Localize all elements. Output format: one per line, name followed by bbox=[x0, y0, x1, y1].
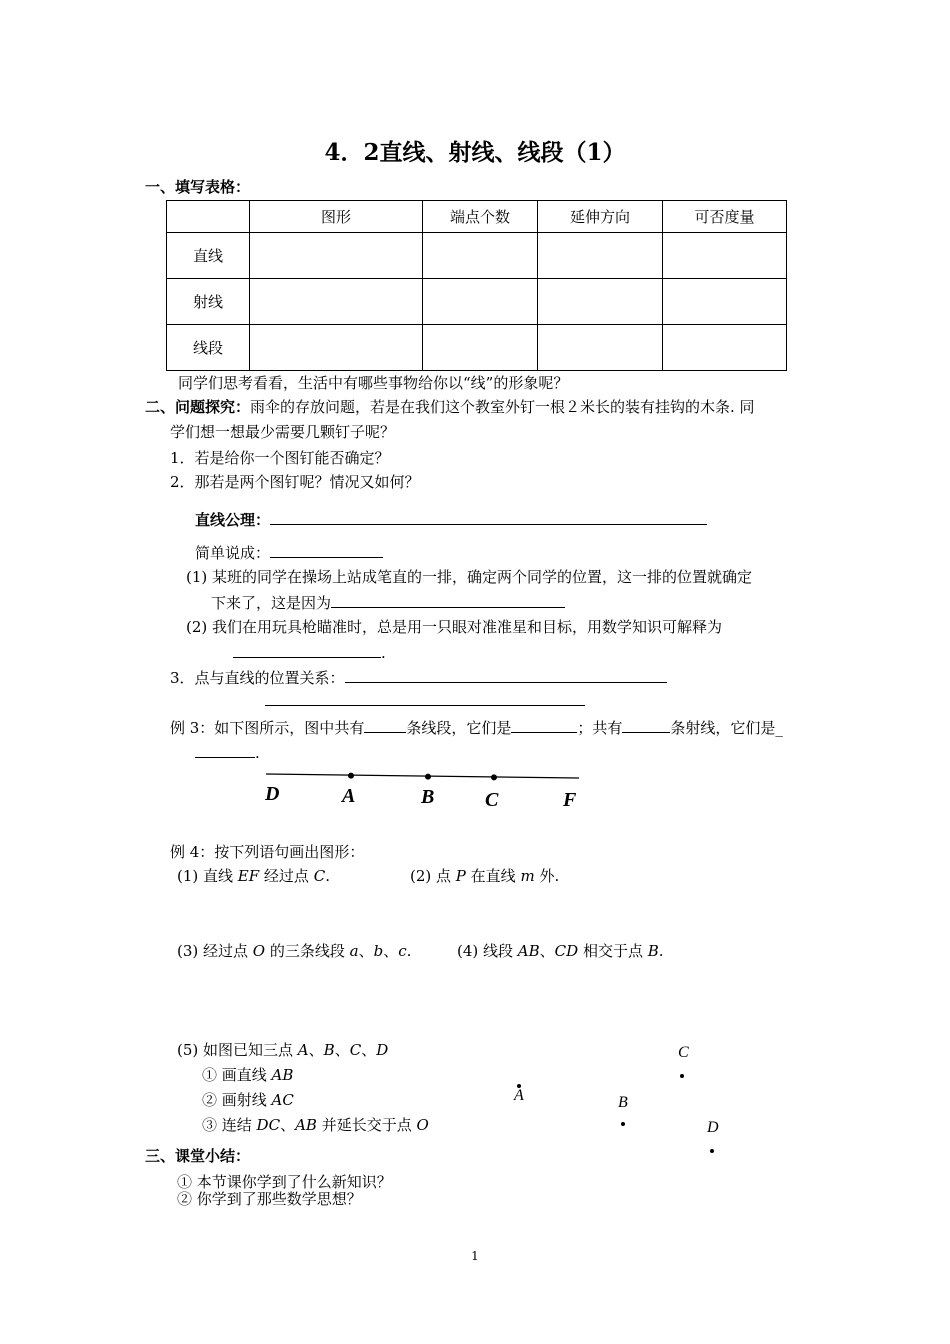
example2-line2 bbox=[233, 642, 386, 663]
label-c: C bbox=[485, 789, 499, 811]
sub3-var-o: O bbox=[416, 1116, 429, 1134]
item3-text: (3) 经过点 bbox=[177, 942, 253, 960]
item5-var-b: B bbox=[323, 1041, 335, 1059]
table-cell[interactable] bbox=[538, 279, 663, 325]
item5-var-a: A bbox=[297, 1041, 309, 1059]
item2-var-m: m bbox=[520, 867, 535, 885]
item4-var-b: B bbox=[647, 942, 659, 960]
sub3-var-dc: DC bbox=[256, 1116, 281, 1134]
table-cell[interactable] bbox=[538, 325, 663, 371]
section2-intro-line1 bbox=[145, 397, 755, 417]
table-header-blank bbox=[167, 201, 250, 233]
item1-text-mid: 经过点 bbox=[259, 867, 314, 885]
axiom-blank[interactable] bbox=[270, 509, 707, 525]
example3-blank-3[interactable] bbox=[622, 717, 670, 733]
table-cell[interactable] bbox=[250, 325, 423, 371]
example3-line1 bbox=[170, 717, 783, 738]
section2-intro-b: 学们想一想最少需要几颗钉子呢？ bbox=[170, 423, 396, 441]
example2-line1: (2) 我们在用玩具枪瞄准时，总是用一只眼对准准星和目标，用数学知识可解释为 bbox=[186, 618, 723, 636]
item4-text: (4) 线段 bbox=[457, 942, 518, 960]
page-title: 4．2直线、射线、线段（1） bbox=[324, 139, 626, 166]
example3-line2 bbox=[195, 742, 260, 763]
point-a-dot bbox=[348, 773, 354, 779]
table-row-label: 射线 bbox=[167, 279, 250, 325]
table-row bbox=[167, 325, 787, 371]
section2-heading: 二、问题探究： bbox=[145, 398, 251, 416]
example4-heading: 例 4：按下列语句画出图形： bbox=[170, 843, 365, 861]
table-row-label: 线段 bbox=[167, 325, 250, 371]
item2-end: 外. bbox=[534, 867, 560, 885]
example4-item4 bbox=[457, 941, 664, 961]
line-df bbox=[266, 774, 579, 778]
section3-heading: 三、课堂小结： bbox=[145, 1147, 251, 1165]
item5-sub2 bbox=[202, 1090, 294, 1110]
fig-point-d bbox=[710, 1149, 714, 1153]
example3-end: . bbox=[255, 744, 260, 762]
example4-item3 bbox=[177, 941, 411, 961]
fig-label-d: D bbox=[707, 1119, 719, 1136]
fig-label-b: B bbox=[618, 1094, 628, 1111]
table-row bbox=[167, 279, 787, 325]
item3-sep2: 、 bbox=[383, 942, 399, 960]
example2-end: . bbox=[381, 644, 386, 662]
item4-end: . bbox=[658, 942, 664, 960]
table-cell[interactable] bbox=[663, 325, 787, 371]
item4-text-mid: 相交于点 bbox=[578, 942, 648, 960]
example3-text-5: _ bbox=[775, 719, 783, 737]
example3-blank-2[interactable] bbox=[511, 717, 577, 733]
item5-sub1 bbox=[202, 1065, 293, 1085]
sub3-text-mid: 并延长交于点 bbox=[316, 1116, 417, 1134]
example3-blank-4[interactable] bbox=[195, 742, 255, 758]
item5-sep3: 、 bbox=[361, 1041, 377, 1059]
table-cell[interactable] bbox=[538, 233, 663, 279]
sub3-sep: 、 bbox=[280, 1116, 296, 1134]
item3-var-o: O bbox=[252, 942, 266, 960]
label-a: A bbox=[342, 785, 356, 807]
table-cell[interactable] bbox=[663, 233, 787, 279]
summary-2: ② 你学到了那些数学思想？ bbox=[177, 1190, 362, 1208]
example3-text-3: ；共有 bbox=[577, 719, 623, 737]
table-row-label: 直线 bbox=[167, 233, 250, 279]
example4-item1 bbox=[177, 866, 330, 886]
point-c-dot bbox=[491, 774, 497, 780]
example3-text-1: 例 3：如下图所示，图中共有 bbox=[170, 719, 365, 737]
item2-var-p: P bbox=[455, 867, 466, 885]
question-3-blank-2[interactable] bbox=[265, 705, 585, 706]
question-1: 1．若是给你一个图钉能否确定？ bbox=[170, 449, 390, 467]
item3-sep1: 、 bbox=[358, 942, 374, 960]
simple-blank[interactable] bbox=[270, 542, 383, 558]
table-cell[interactable] bbox=[250, 279, 423, 325]
point-b-dot bbox=[425, 774, 431, 780]
example3-text-2: 条线段，它们是 bbox=[406, 719, 512, 737]
sub2-var-ac: AC bbox=[271, 1091, 294, 1109]
axiom-label: 直线公理： bbox=[195, 511, 271, 529]
example1-text: 下来了，这是因为 bbox=[211, 594, 332, 612]
item5-text: (5) 如图已知三点 bbox=[177, 1041, 298, 1059]
example1-line1: (1) 某班的同学在操场上站成笔直的一排，确定两个同学的位置，这一排的位置就确定 bbox=[186, 568, 753, 586]
item3-text-mid: 的三条线段 bbox=[265, 942, 350, 960]
section1-heading: 一、填写表格： bbox=[145, 178, 251, 196]
item1-end: . bbox=[325, 867, 330, 885]
table-cell[interactable] bbox=[250, 233, 423, 279]
item5-sep1: 、 bbox=[308, 1041, 324, 1059]
item4-sep: 、 bbox=[539, 942, 555, 960]
table-header-endpoints: 端点个数 bbox=[423, 201, 538, 233]
item5-var-d: D bbox=[376, 1041, 389, 1059]
item4-var-cd: CD bbox=[554, 942, 579, 960]
axiom-line bbox=[195, 509, 707, 530]
item2-text-mid: 在直线 bbox=[465, 867, 521, 885]
sub2-text: ② 画射线 bbox=[202, 1091, 272, 1109]
section1-question: 同学们思考看看，生活中有哪些事物给你以“线”的形象呢？ bbox=[178, 374, 569, 392]
table-cell[interactable] bbox=[663, 279, 787, 325]
item3-var-b: b bbox=[373, 942, 384, 960]
table-header-measurable: 可否度量 bbox=[663, 201, 787, 233]
fig-label-c: C bbox=[678, 1044, 689, 1061]
item4-var-ab: AB bbox=[517, 942, 540, 960]
sub1-text: ① 画直线 bbox=[202, 1066, 272, 1084]
fig-point-b bbox=[621, 1122, 625, 1126]
question-3: 3．点与直线的位置关系： bbox=[170, 669, 345, 687]
item1-var-ef: EF bbox=[237, 867, 260, 885]
question-2: 2．那若是两个图钉呢？情况又如何？ bbox=[170, 473, 420, 491]
table-header-direction: 延伸方向 bbox=[538, 201, 663, 233]
item2-text: (2) 点 bbox=[410, 867, 456, 885]
table-cell[interactable] bbox=[423, 325, 538, 371]
item3-var-c: c bbox=[398, 942, 407, 960]
item1-text: (1) 直线 bbox=[177, 867, 238, 885]
table-cell[interactable] bbox=[423, 279, 538, 325]
table-cell[interactable] bbox=[423, 233, 538, 279]
sub1-var-ab: AB bbox=[271, 1066, 294, 1084]
summary-1: ① 本节课你学到了什么新知识？ bbox=[177, 1173, 392, 1191]
simple-label: 简单说成： bbox=[195, 544, 271, 562]
item5-sub3 bbox=[202, 1115, 429, 1135]
sub3-text: ③ 连结 bbox=[202, 1116, 257, 1134]
question-3-blank[interactable] bbox=[345, 667, 667, 683]
item3-var-a: a bbox=[349, 942, 359, 960]
example4-item5 bbox=[177, 1040, 388, 1060]
fill-table bbox=[166, 200, 787, 371]
page-number: 1 bbox=[471, 1249, 479, 1263]
example2-blank[interactable] bbox=[233, 642, 381, 658]
fig-point-c bbox=[680, 1074, 684, 1078]
example4-item2 bbox=[410, 866, 559, 886]
table-header-shape: 图形 bbox=[250, 201, 423, 233]
item1-var-c: C bbox=[313, 867, 326, 885]
item5-sep2: 、 bbox=[334, 1041, 350, 1059]
example3-blank-1[interactable] bbox=[364, 717, 406, 733]
question-3-line bbox=[170, 667, 667, 688]
label-b: B bbox=[421, 786, 435, 808]
item3-end: . bbox=[406, 942, 412, 960]
label-d: D bbox=[265, 783, 280, 805]
item5-var-c: C bbox=[349, 1041, 362, 1059]
example1-blank[interactable] bbox=[331, 592, 565, 608]
example1-line2 bbox=[211, 592, 565, 613]
label-f: F bbox=[563, 789, 577, 811]
section2-intro-a: 雨伞的存放问题，若是在我们这个教室外钉一根２米长的装有挂钩的木条. 同 bbox=[250, 398, 755, 416]
example3-text-4: 条射线，它们是 bbox=[670, 719, 776, 737]
simple-line bbox=[195, 542, 383, 563]
sub3-var-ab: AB bbox=[295, 1116, 317, 1134]
fig-label-a: A bbox=[514, 1087, 524, 1104]
table-row bbox=[167, 233, 787, 279]
